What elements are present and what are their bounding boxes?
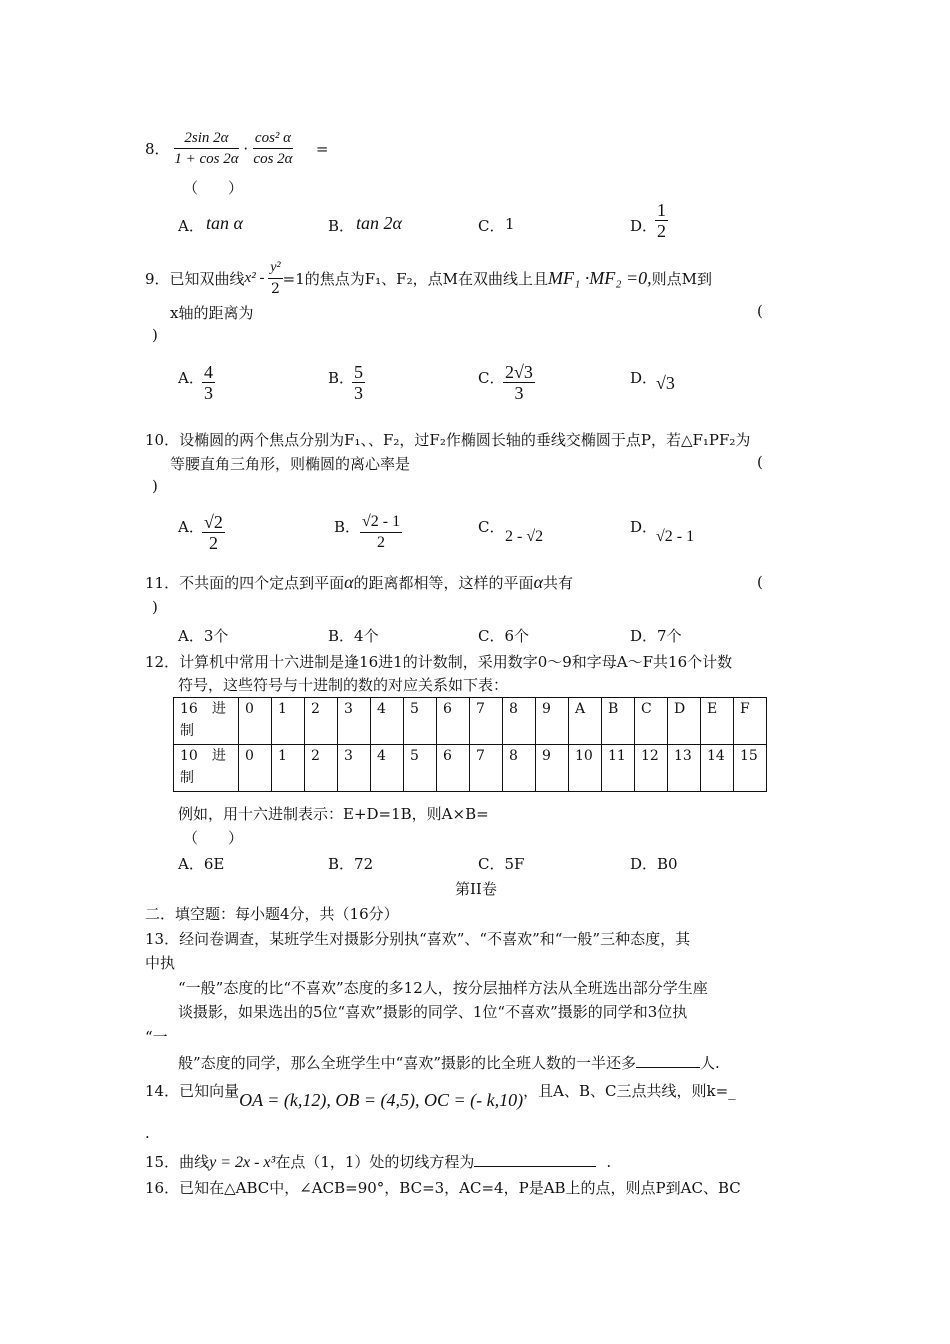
hex-cell: 7 [470,698,503,745]
hex-cell: A [569,698,602,745]
q9-y-fraction: $\frac{\text{y²}}{2}$ [270,260,281,297]
q9-opt-c-label: C． [478,369,505,387]
q11-line1: 11．不共面的四个定点到平面α的距离都相等，这样的平面α共有 [145,572,574,592]
q8-opt-c: 1 [505,215,515,233]
q10-opt-d-label: D． [630,518,658,536]
hex-cell: 0 [239,698,272,745]
hex-cell: 3 [338,698,371,745]
q11-opt-b: B．4个 [328,627,379,645]
q8-opt-c-label: C． [478,217,505,235]
q9-line1: 9．已知双曲线x² - $\frac{\text{y²}}{2}$ =1的焦点为F₁、F₂，点M在双曲线上且MF₁ ·MF₂ =0,则点M到 [145,260,712,297]
dec-cell: 5 [404,745,437,792]
q13-line4: 谈摄影，如果选出的5位“喜欢”摄影的同学、1位“不喜欢”摄影的同学和3位执 [178,1003,688,1021]
dec-cell: 13 [668,745,701,792]
q9-opt-b: $\frac{5}{3}$ [354,362,363,403]
dec-cell: 12 [635,745,668,792]
hex-cell: 9 [536,698,569,745]
q16-line: 16．已知在△ABC中，∠ACB=90°，BC=3，AC=4，P是AB上的点，则点P到AC、BC [145,1179,741,1197]
q10-line2: 等腰直角三角形，则椭圆的离心率是 [170,455,411,473]
q15-line: 15．曲线y = 2x - x³在点（1，1）处的切线方程为 . [145,1153,612,1171]
q9-paren-open: ( [757,302,763,320]
q12-opt-c: C．5F [478,855,525,873]
q10-opt-b: $\frac{√2 - 1}{2}$ [362,513,401,551]
q13-line3: “一般”态度的比“不喜欢”态度的多12人，按分层抽样方法从全班选出部分学生座 [178,979,708,997]
q8-dot: · [243,139,249,158]
q8-number: 8． [145,140,170,158]
q14-vector-expr: OA = (k,12), OB = (4,5), OC = (- k,10) [239,1090,524,1110]
q8-fraction-1: $\frac{2\sin 2\alpha}{1 + \cos 2\alpha}$ [174,130,239,167]
q9-vector-expr: MF₁ ·MF₂ =0, [547,268,652,288]
q12-paren: （ ） [183,829,244,847]
q10-paren-close: ) [152,477,158,495]
q11-paren-close: ) [152,598,158,616]
dec-row-label: 10 进制 [174,745,239,792]
q8-opt-b-label: B． [328,217,355,235]
hex-cell: 5 [404,698,437,745]
hex-row [174,698,767,745]
dec-cell: 14 [701,745,734,792]
q14-dot: . [145,1124,150,1142]
dec-cell: 11 [602,745,635,792]
q10-opt-d: √2 - 1 [656,528,695,545]
hex-cell: F [734,698,767,745]
q9-opt-d-label: D． [630,369,658,387]
q10-opt-c: 2 - √2 [505,528,544,545]
q10-opt-b-label: B． [334,518,361,536]
hex-cell: 4 [371,698,404,745]
q13-line6: 般”态度的同学，那么全班学生中“喜欢”摄影的比全班人数的一半还多 人. [178,1054,720,1072]
q12-opt-b: B．72 [328,855,374,873]
q10-opt-a: $\frac{√2}{2}$ [204,512,223,553]
dec-cell: 4 [371,745,404,792]
q10-line1: 10．设椭圆的两个焦点分别为F₁、、F₂，过F₂作椭圆长轴的垂线交椭圆于点P，若△F₁PF₂为 [145,431,751,449]
hex-cell: B [602,698,635,745]
q9-opt-a: $\frac{4}{3}$ [204,362,213,403]
q12-opt-d: D．B0 [630,855,678,873]
dec-cell: 9 [536,745,569,792]
dec-cell: 2 [305,745,338,792]
q8 [145,128,328,169]
dec-cell: 6 [437,745,470,792]
q8-equals: = [315,139,329,158]
q10-paren-open: ( [757,453,763,471]
q14-line: 14．已知向量OA = (k,12), OB = (4,5), OC = (- k,10)，且A、B、C三点共线，则k=_ [145,1082,736,1110]
q8-opt-b: tan 2α [356,213,402,233]
section2-heading: 二．填空题：每小题4分，共（16分） [145,905,399,923]
q8-fraction-2: $\frac{\text{cos² α}}{\cos 2\alpha}$ [253,130,293,167]
q12-line1: 12．计算机中常用十六进制是逢16进1的计数制，采用数字0～9和字母A～F共16个计数 [145,653,733,671]
q12-line2: 符号，这些符号与十进制的数的对应关系如下表： [178,676,509,694]
q9-opt-a-label: A． [178,369,204,387]
q9-opt-d: √3 [656,373,675,393]
dec-cell: 1 [272,745,305,792]
q9-opt-b-label: B． [328,369,355,387]
dec-cell: 7 [470,745,503,792]
q8-opt-d: $\frac{1}{2}$ [657,200,666,241]
q11-paren-open: ( [757,573,763,591]
part2-heading: 第II卷 [455,880,497,898]
q11-opt-d: D．7个 [630,627,682,645]
hex-cell: 6 [437,698,470,745]
hex-cell: 8 [503,698,536,745]
q8-paren: （ ） [183,179,244,197]
hex-cell: C [635,698,668,745]
dec-cell: 10 [569,745,602,792]
q9-line2: x轴的距离为 [170,304,254,322]
dec-cell: 15 [734,745,767,792]
q9-opt-c: $\frac{2√3}{3}$ [505,362,533,403]
hex-cell: D [668,698,701,745]
q13-line1: 13．经问卷调查，某班学生对摄影分别执“喜欢”、“不喜欢”和“一般”三种态度，其 [145,930,691,948]
hex-cell: E [701,698,734,745]
q13-line2: 中执 [145,954,176,972]
dec-cell: 8 [503,745,536,792]
q11-opt-a: A．3个 [178,627,229,645]
hex-table [173,697,767,792]
q13-line5: “一 [145,1028,168,1046]
q8-opt-d-label: D． [630,217,658,235]
hex-row-label: 16 进制 [174,698,239,745]
dec-row [174,745,767,792]
q8-opt-a-label: A． [178,217,204,235]
q13-answer-blank[interactable] [636,1053,700,1068]
q12-example: 例如，用十六进制表示：E+D=1B，则A×B= [178,805,489,823]
q10-opt-a-label: A． [178,518,204,536]
dec-cell: 0 [239,745,272,792]
q12-opt-a: A．6E [178,855,225,873]
hex-cell: 1 [272,698,305,745]
hex-cell: 2 [305,698,338,745]
q8-opt-a: tan α [206,213,243,233]
dec-cell: 3 [338,745,371,792]
q15-answer-blank[interactable] [474,1152,596,1167]
q10-opt-c-label: C． [478,518,505,536]
q11-opt-c: C．6个 [478,627,530,645]
q9-paren-close: ) [152,326,158,344]
